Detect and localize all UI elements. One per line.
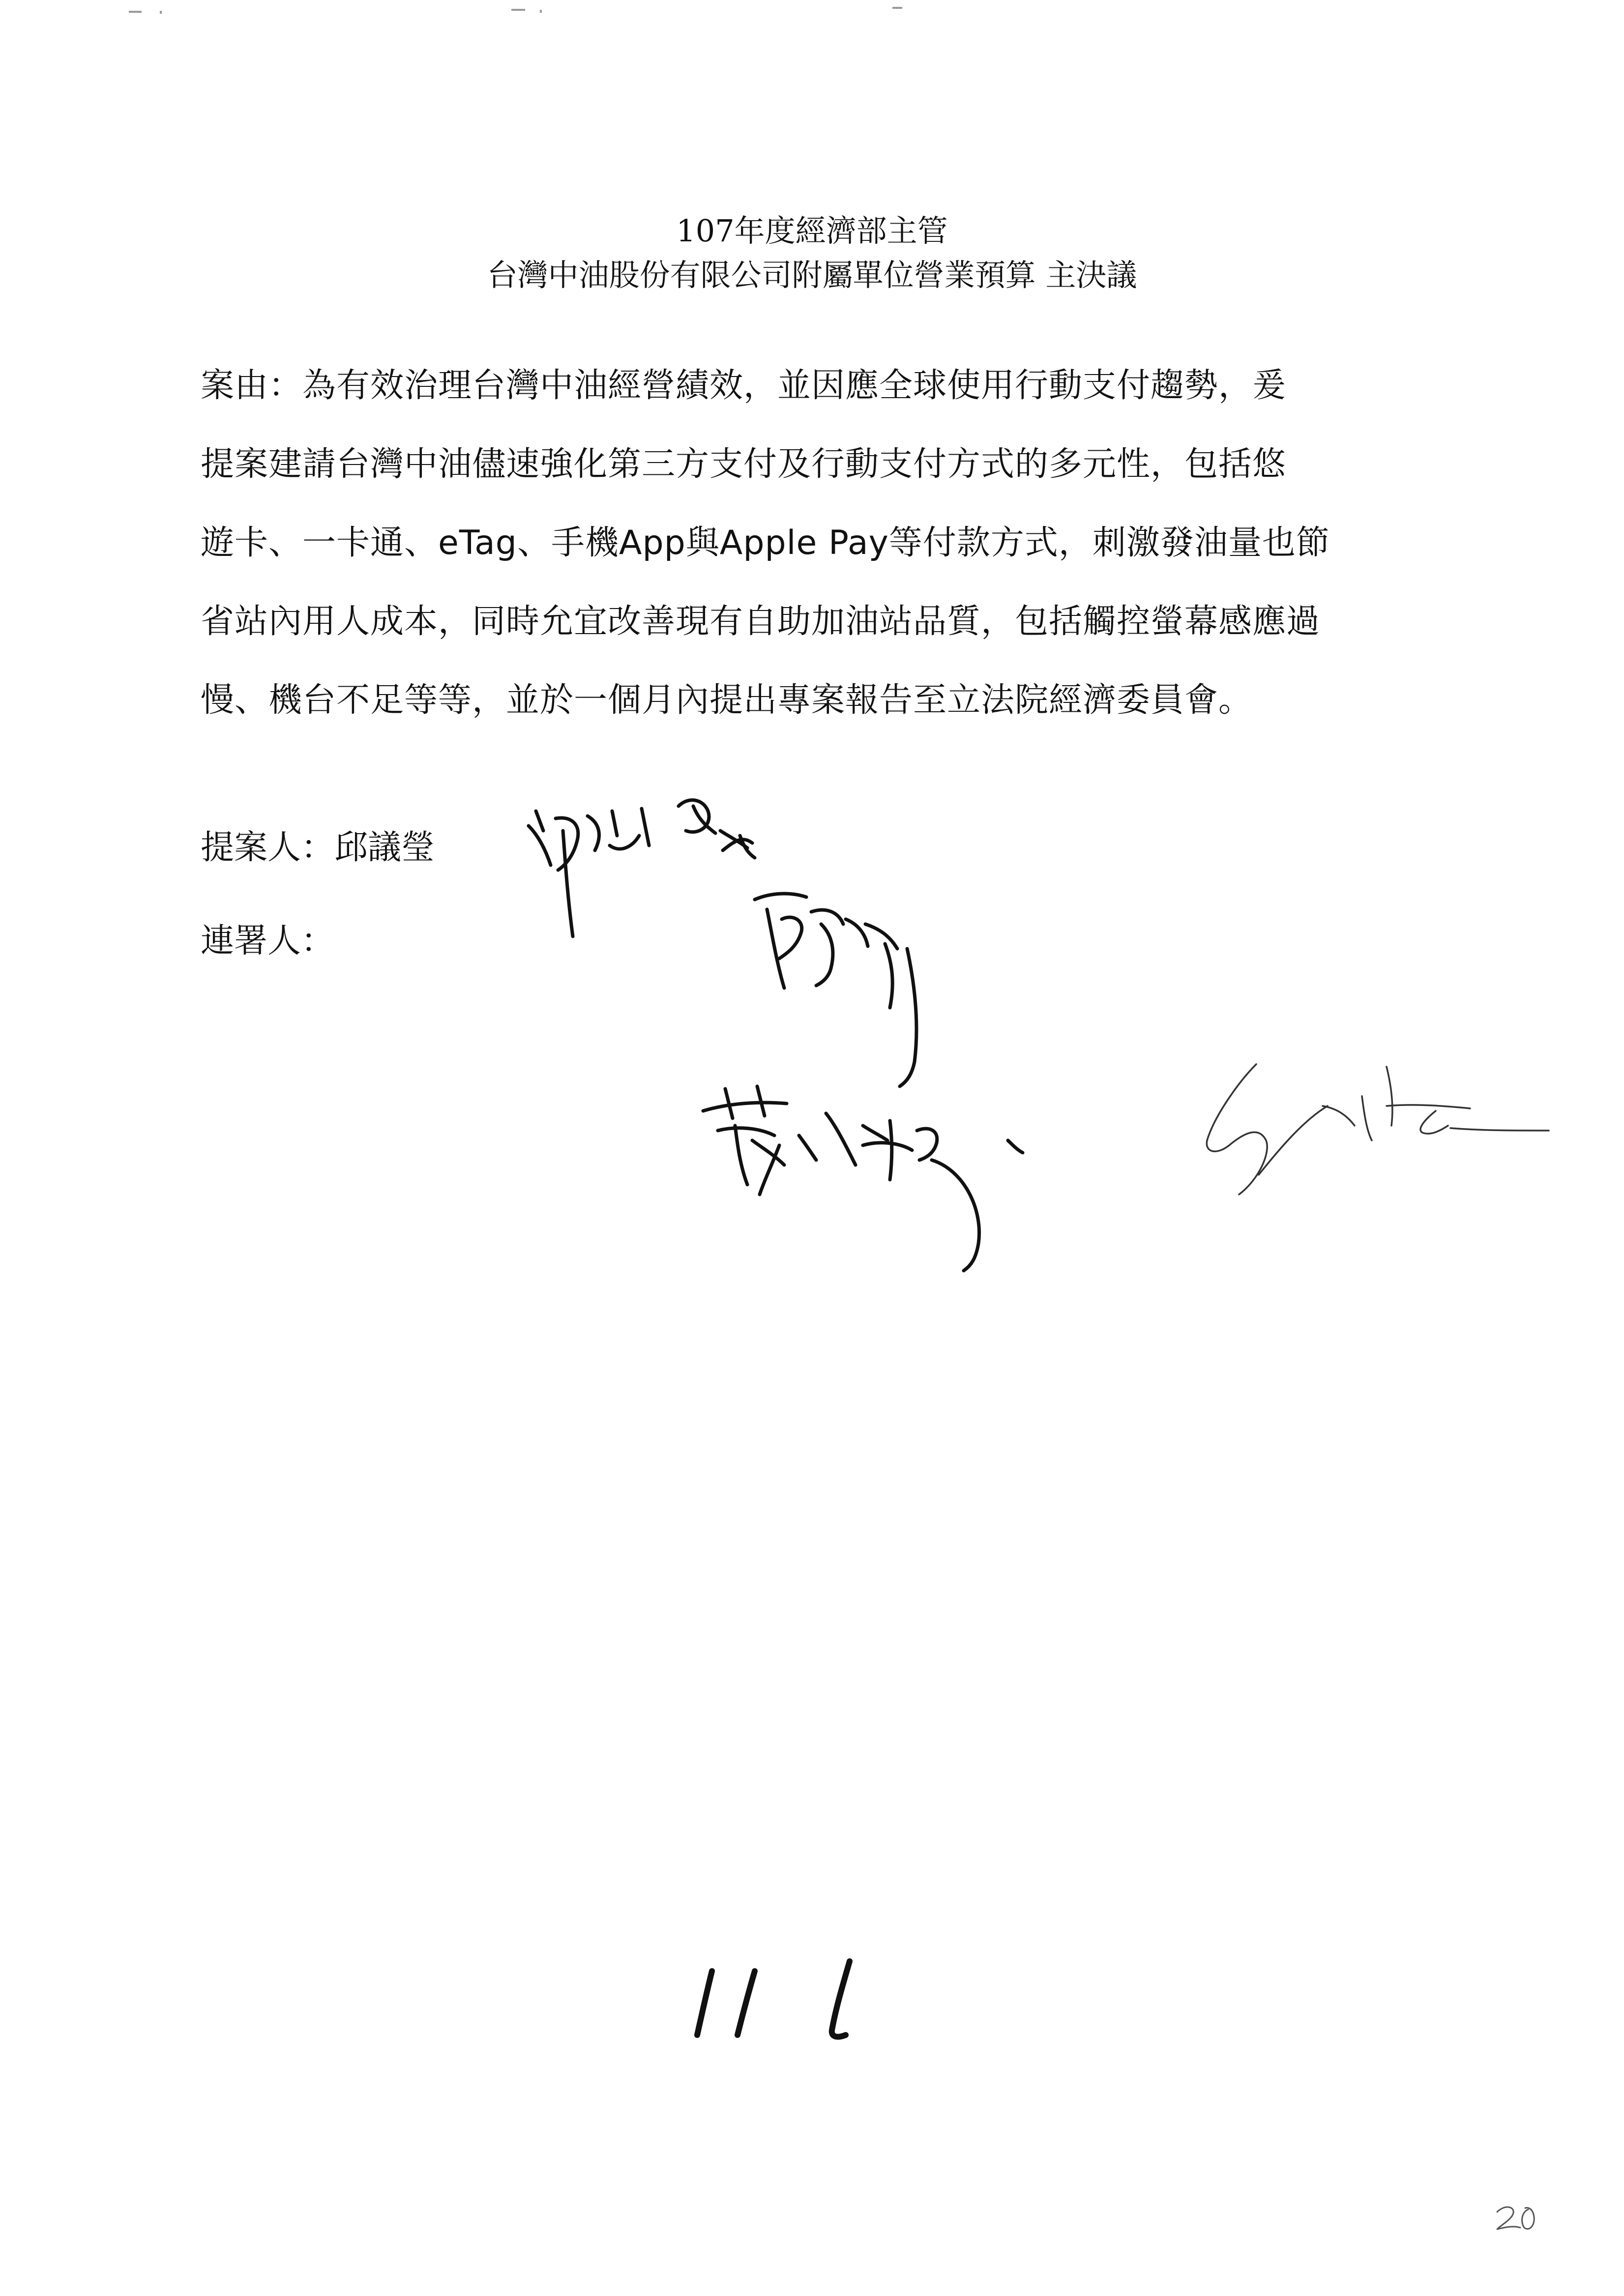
document-title bbox=[0, 209, 1624, 297]
body-line-1: 案由：為有效治理台灣中油經營績效，並因應全球使用行動支付趨勢，爰 bbox=[201, 366, 1287, 405]
title-line-1: 107年度經濟部主管 bbox=[676, 213, 948, 249]
page-mark bbox=[1497, 2207, 1534, 2229]
title-line-2: 台灣中油股份有限公司附屬單位營業預算 主決議 bbox=[487, 257, 1137, 293]
proposer-line: 提案人：邱議瑩 bbox=[201, 828, 435, 867]
cosigner-signature-2 bbox=[703, 1086, 1023, 1271]
cosigner-label: 連署人： bbox=[201, 922, 335, 960]
cosigner-signature-1 bbox=[755, 894, 916, 1086]
body-line-2: 提案建請台灣中油儘速強化第三方支付及行動支付方式的多元性，包括悠 bbox=[201, 445, 1287, 484]
body-line-3: 遊卡、一卡通、eTag、手機App與Apple Pay等付款方式，刺激發油量也節 bbox=[201, 523, 1330, 562]
motion-body bbox=[201, 347, 1440, 740]
proposer-signature bbox=[529, 800, 755, 936]
body-line-5: 慢、機台不足等等，並於一個月內提出專案報告至立法院經濟委員會。 bbox=[201, 681, 1253, 720]
handwritten-number bbox=[697, 1961, 850, 2037]
cosigner-signature-3 bbox=[1207, 1064, 1549, 1194]
body-line-4: 省站內用人成本，同時允宜改善現有自助加油站品質，包括觸控螢幕感應過 bbox=[201, 602, 1321, 641]
